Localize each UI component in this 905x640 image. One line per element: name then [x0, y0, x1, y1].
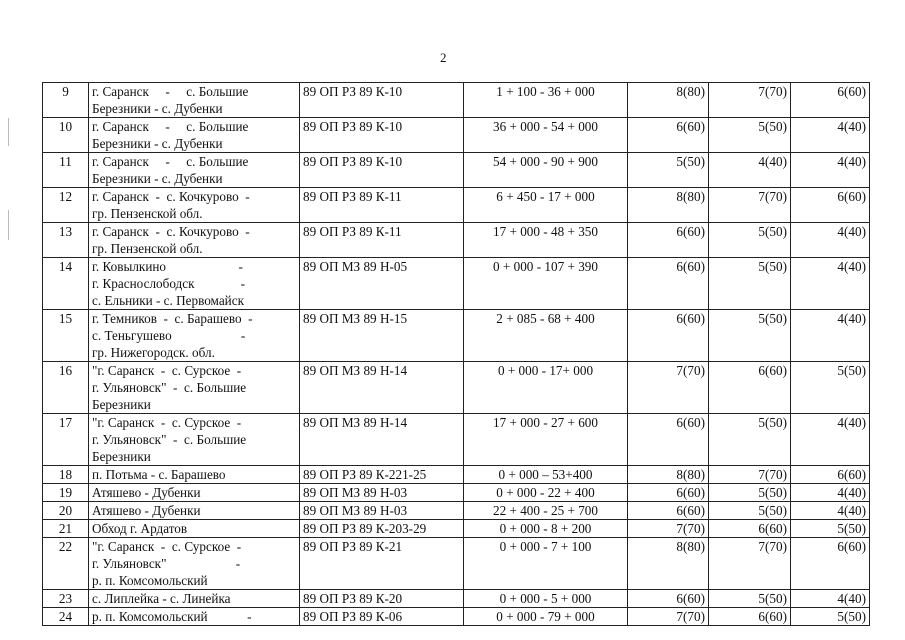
- value-cell-2: 7(70): [709, 466, 791, 484]
- road-code-cell: 89 ОП РЗ 89 К-10: [300, 153, 464, 188]
- road-name-line: г. Темников - с. Барашево -: [92, 311, 253, 326]
- road-name-cell: [89, 153, 300, 188]
- road-code-cell: 89 ОП РЗ 89 К-10: [300, 118, 464, 153]
- row-number-cell: 24: [43, 608, 89, 626]
- value-cell-1: 7(70): [628, 608, 709, 626]
- road-name-line: г. Саранск - с. Кочкурово -: [92, 189, 250, 204]
- road-name-cell: [89, 223, 300, 258]
- road-name-cell: [89, 83, 300, 118]
- row-number-cell: 22: [43, 538, 89, 590]
- value-cell-1: 6(60): [628, 414, 709, 466]
- scan-margin-mark: [8, 210, 9, 240]
- road-code-cell: 89 ОП РЗ 89 К-11: [300, 223, 464, 258]
- road-code-cell: 89 ОП МЗ 89 Н-05: [300, 258, 464, 310]
- row-number-cell: 17: [43, 414, 89, 466]
- scan-margin-mark: [8, 118, 9, 146]
- roads-table-body: [43, 83, 870, 626]
- value-cell-1: 8(80): [628, 538, 709, 590]
- road-name-line: Березники: [92, 397, 151, 412]
- value-cell-1: 7(70): [628, 520, 709, 538]
- value-cell-3: 4(40): [791, 502, 870, 520]
- value-cell-3: 4(40): [791, 258, 870, 310]
- km-range-cell: 0 + 000 - 7 + 100: [464, 538, 628, 590]
- road-name-line: Березники - с. Дубенки: [92, 171, 223, 186]
- road-name-cell: [89, 502, 300, 520]
- table-row: [43, 153, 870, 188]
- road-name-line: гр. Нижегородск. обл.: [92, 345, 215, 360]
- km-range-cell: 54 + 000 - 90 + 900: [464, 153, 628, 188]
- value-cell-3: 5(50): [791, 608, 870, 626]
- value-cell-2: 5(50): [709, 590, 791, 608]
- km-range-cell: 17 + 000 - 48 + 350: [464, 223, 628, 258]
- page-number: 2: [440, 50, 447, 65]
- road-name-line: г. Ульяновск" - с. Большие: [92, 432, 247, 447]
- value-cell-1: 6(60): [628, 223, 709, 258]
- road-name-line: г. Саранск - с. Кочкурово -: [92, 224, 250, 239]
- road-name-line: "г. Саранск - с. Сурское -: [92, 539, 242, 554]
- road-name-cell: [89, 590, 300, 608]
- km-range-cell: 1 + 100 - 36 + 000: [464, 83, 628, 118]
- table-row: [43, 188, 870, 223]
- road-name-line: п. Потьма - с. Барашево: [92, 467, 226, 482]
- table-row: [43, 310, 870, 362]
- value-cell-3: 4(40): [791, 484, 870, 502]
- value-cell-3: 4(40): [791, 310, 870, 362]
- km-range-cell: 0 + 000 - 5 + 000: [464, 590, 628, 608]
- road-name-line: гр. Пензенской обл.: [92, 206, 203, 221]
- road-name-cell: [89, 362, 300, 414]
- road-name-line: "г. Саранск - с. Сурское -: [92, 363, 242, 378]
- value-cell-1: 8(80): [628, 188, 709, 223]
- table-row: [43, 538, 870, 590]
- road-name-cell: [89, 414, 300, 466]
- value-cell-2: 6(60): [709, 608, 791, 626]
- roads-table: [42, 82, 870, 626]
- road-name-line: Березники - с. Дубенки: [92, 136, 223, 151]
- value-cell-2: 7(70): [709, 83, 791, 118]
- road-code-cell: 89 ОП РЗ 89 К-10: [300, 83, 464, 118]
- value-cell-1: 6(60): [628, 118, 709, 153]
- road-code-cell: 89 ОП РЗ 89 К-06: [300, 608, 464, 626]
- value-cell-1: 6(60): [628, 258, 709, 310]
- table-row: [43, 520, 870, 538]
- value-cell-3: 6(60): [791, 188, 870, 223]
- table-row: [43, 414, 870, 466]
- value-cell-1: 6(60): [628, 484, 709, 502]
- value-cell-2: 5(50): [709, 484, 791, 502]
- value-cell-1: 7(70): [628, 362, 709, 414]
- row-number-cell: 13: [43, 223, 89, 258]
- road-name-line: р. п. Комсомольский -: [92, 609, 252, 624]
- table-row: [43, 223, 870, 258]
- road-name-line: г. Краснослободск -: [92, 276, 246, 291]
- road-name-cell: [89, 608, 300, 626]
- value-cell-2: 6(60): [709, 362, 791, 414]
- value-cell-1: 6(60): [628, 310, 709, 362]
- road-name-line: Атяшево - Дубенки: [92, 503, 201, 518]
- table-row: [43, 362, 870, 414]
- road-name-line: гр. Пензенской обл.: [92, 241, 203, 256]
- value-cell-2: 5(50): [709, 502, 791, 520]
- road-name-cell: [89, 188, 300, 223]
- value-cell-3: 4(40): [791, 223, 870, 258]
- value-cell-2: 7(70): [709, 188, 791, 223]
- road-name-line: Обход г. Ардатов: [92, 521, 188, 536]
- row-number-cell: 12: [43, 188, 89, 223]
- table-row: [43, 258, 870, 310]
- road-name-line: Атяшево - Дубенки: [92, 485, 201, 500]
- table-row: [43, 83, 870, 118]
- km-range-cell: 0 + 000 - 8 + 200: [464, 520, 628, 538]
- road-name-line: с. Липлейка - с. Линейка: [92, 591, 231, 606]
- value-cell-3: 4(40): [791, 153, 870, 188]
- km-range-cell: 0 + 000 – 53+400: [464, 466, 628, 484]
- road-name-cell: [89, 484, 300, 502]
- table-row: [43, 590, 870, 608]
- km-range-cell: 0 + 000 - 107 + 390: [464, 258, 628, 310]
- row-number-cell: 18: [43, 466, 89, 484]
- road-name-cell: [89, 466, 300, 484]
- road-code-cell: 89 ОП РЗ 89 К-20: [300, 590, 464, 608]
- road-name-line: "г. Саранск - с. Сурское -: [92, 415, 242, 430]
- road-name-cell: [89, 538, 300, 590]
- road-code-cell: 89 ОП МЗ 89 Н-15: [300, 310, 464, 362]
- road-code-cell: 89 ОП РЗ 89 К-221-25: [300, 466, 464, 484]
- value-cell-2: 5(50): [709, 118, 791, 153]
- table-row: [43, 118, 870, 153]
- km-range-cell: 6 + 450 - 17 + 000: [464, 188, 628, 223]
- road-name-line: р. п. Комсомольский: [92, 573, 208, 588]
- km-range-cell: 36 + 000 - 54 + 000: [464, 118, 628, 153]
- road-code-cell: 89 ОП РЗ 89 К-203-29: [300, 520, 464, 538]
- road-name-line: г. Саранск - с. Большие: [92, 154, 249, 169]
- road-code-cell: 89 ОП РЗ 89 К-11: [300, 188, 464, 223]
- km-range-cell: 22 + 400 - 25 + 700: [464, 502, 628, 520]
- value-cell-3: 5(50): [791, 520, 870, 538]
- value-cell-3: 4(40): [791, 590, 870, 608]
- value-cell-2: 6(60): [709, 520, 791, 538]
- table-row: [43, 608, 870, 626]
- row-number-cell: 23: [43, 590, 89, 608]
- value-cell-3: 4(40): [791, 414, 870, 466]
- road-name-cell: [89, 310, 300, 362]
- value-cell-1: 6(60): [628, 590, 709, 608]
- row-number-cell: 10: [43, 118, 89, 153]
- road-name-cell: [89, 118, 300, 153]
- road-name-line: г. Саранск - с. Большие: [92, 84, 249, 99]
- road-name-line: г. Ульяновск" - с. Большие: [92, 380, 247, 395]
- road-code-cell: 89 ОП МЗ 89 Н-03: [300, 502, 464, 520]
- table-row: [43, 484, 870, 502]
- value-cell-2: 5(50): [709, 414, 791, 466]
- value-cell-2: 4(40): [709, 153, 791, 188]
- km-range-cell: 2 + 085 - 68 + 400: [464, 310, 628, 362]
- row-number-cell: 19: [43, 484, 89, 502]
- road-code-cell: 89 ОП МЗ 89 Н-14: [300, 414, 464, 466]
- road-name-cell: [89, 258, 300, 310]
- value-cell-1: 8(80): [628, 83, 709, 118]
- road-name-line: Березники - с. Дубенки: [92, 101, 223, 116]
- row-number-cell: 20: [43, 502, 89, 520]
- value-cell-1: 5(50): [628, 153, 709, 188]
- table-row: [43, 466, 870, 484]
- road-name-line: г. Саранск - с. Большие: [92, 119, 249, 134]
- value-cell-3: 4(40): [791, 118, 870, 153]
- km-range-cell: 17 + 000 - 27 + 600: [464, 414, 628, 466]
- road-name-line: с. Ельники - с. Первомайск: [92, 293, 244, 308]
- road-code-cell: 89 ОП РЗ 89 К-21: [300, 538, 464, 590]
- road-code-cell: 89 ОП МЗ 89 Н-14: [300, 362, 464, 414]
- row-number-cell: 9: [43, 83, 89, 118]
- value-cell-3: 6(60): [791, 466, 870, 484]
- road-name-cell: [89, 520, 300, 538]
- row-number-cell: 16: [43, 362, 89, 414]
- road-code-cell: 89 ОП МЗ 89 Н-03: [300, 484, 464, 502]
- km-range-cell: 0 + 000 - 79 + 000: [464, 608, 628, 626]
- road-name-line: г. Ковылкино -: [92, 259, 243, 274]
- row-number-cell: 21: [43, 520, 89, 538]
- road-name-line: г. Ульяновск" -: [92, 556, 241, 571]
- value-cell-2: 5(50): [709, 258, 791, 310]
- km-range-cell: 0 + 000 - 22 + 400: [464, 484, 628, 502]
- value-cell-1: 6(60): [628, 502, 709, 520]
- km-range-cell: 0 + 000 - 17+ 000: [464, 362, 628, 414]
- row-number-cell: 14: [43, 258, 89, 310]
- road-name-line: Березники: [92, 449, 151, 464]
- value-cell-2: 7(70): [709, 538, 791, 590]
- table-row: [43, 502, 870, 520]
- value-cell-2: 5(50): [709, 223, 791, 258]
- value-cell-2: 5(50): [709, 310, 791, 362]
- row-number-cell: 11: [43, 153, 89, 188]
- road-name-line: с. Теньгушево -: [92, 328, 246, 343]
- value-cell-1: 8(80): [628, 466, 709, 484]
- value-cell-3: 5(50): [791, 362, 870, 414]
- value-cell-3: 6(60): [791, 538, 870, 590]
- value-cell-3: 6(60): [791, 83, 870, 118]
- row-number-cell: 15: [43, 310, 89, 362]
